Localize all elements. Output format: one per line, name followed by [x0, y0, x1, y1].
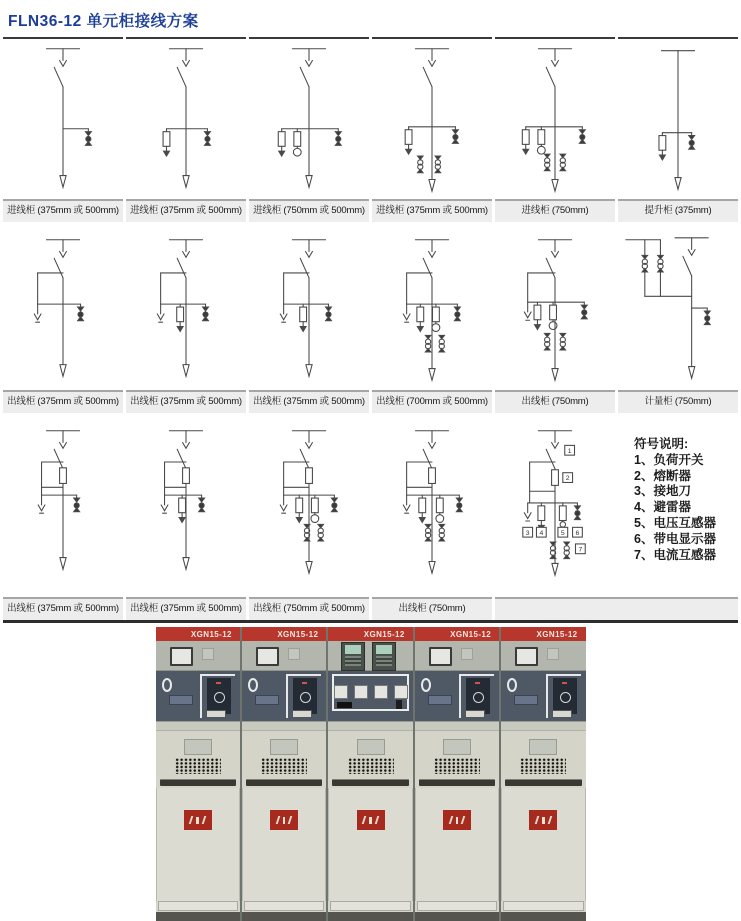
warning-sticker	[529, 810, 557, 830]
cabinet-nameplate	[501, 627, 585, 641]
exclamation-mark	[369, 817, 372, 824]
rating-plate	[357, 739, 385, 755]
diagram-svg	[126, 230, 246, 390]
meter-cutout	[461, 648, 473, 660]
control-panel	[328, 671, 412, 721]
diagram-svg	[372, 39, 492, 199]
cabinet-base	[242, 901, 326, 921]
base-rail	[330, 901, 410, 911]
operation-dial	[214, 692, 225, 703]
legend-title: 符号说明:	[634, 437, 689, 451]
base-rail	[158, 901, 238, 911]
meter-cutout	[288, 648, 300, 660]
svg-text:6: 6	[575, 529, 580, 537]
instrument-panel	[328, 641, 412, 671]
cabinet-base	[501, 901, 585, 921]
operation-subpanel	[207, 678, 231, 714]
wiring-diagram-in1	[3, 37, 123, 199]
cabinet-model-label: XGN15-12	[450, 629, 492, 639]
digital-meter	[372, 642, 396, 671]
wiring-diagram-out5	[495, 230, 615, 390]
legend-item: 4、避雷器	[634, 500, 691, 515]
lightning-mark	[362, 816, 367, 824]
lightning-mark	[448, 816, 453, 824]
panel-divider	[415, 721, 499, 731]
diagram-svg	[3, 39, 123, 199]
wiring-diagram-annotated	[495, 421, 615, 581]
lightning-mark	[202, 816, 207, 824]
diagram-svg	[249, 230, 369, 390]
cabinet-model-label: XGN15-12	[536, 629, 578, 639]
operation-subpanel	[466, 678, 490, 714]
cabinet-door	[242, 788, 326, 901]
operation-dial	[560, 692, 571, 703]
cabinet-label: 计量柜 (750mm)	[618, 390, 738, 413]
base-rail	[503, 901, 583, 911]
base-rail	[417, 901, 497, 911]
diagram-svg	[249, 39, 369, 199]
legend-item: 1、负荷开关	[634, 452, 704, 467]
analog-meter	[256, 647, 279, 666]
rating-plate	[529, 739, 557, 755]
lightning-mark	[189, 816, 194, 824]
control-panel	[501, 671, 585, 721]
exclamation-mark	[283, 817, 286, 824]
cabinet-label: 进线柜 (750mm)	[495, 199, 615, 222]
diagram-svg	[3, 421, 123, 581]
base-rail	[244, 901, 324, 911]
page-title: FLN36-12 单元柜接线方案	[8, 13, 199, 30]
diagram-svg	[126, 421, 246, 581]
base-plinth	[242, 912, 326, 921]
vent-grille	[261, 758, 307, 774]
legend-item: 5、电压互感器	[634, 515, 716, 530]
wiring-diagram-lift	[618, 37, 738, 199]
wiring-diagram-in4	[372, 37, 492, 199]
panel-divider	[501, 721, 585, 731]
meter-cutout	[202, 648, 214, 660]
cabinet-base	[415, 901, 499, 921]
diagram-svg	[495, 39, 615, 199]
indicator-mark	[302, 682, 307, 684]
label-row	[3, 199, 738, 222]
legend-item: 7、电流互感器	[634, 547, 716, 562]
operation-dial	[300, 692, 311, 703]
cabinet-nameplate	[328, 627, 412, 641]
lightning-mark	[547, 816, 552, 824]
switchgear-cabinet	[156, 627, 240, 921]
legend-item: 6、带电显示器	[634, 531, 716, 546]
diagram-svg	[3, 230, 123, 390]
diagram-row	[3, 421, 738, 597]
instrument-panel	[501, 641, 585, 671]
panel-divider	[328, 721, 412, 731]
warning-sticker	[357, 810, 385, 830]
wiring-diagram-o32	[126, 421, 246, 581]
warning-sticker	[184, 810, 212, 830]
cabinet-label: 出线柜 (375mm 或 500mm)	[126, 390, 246, 413]
mid-section	[328, 731, 412, 778]
mid-section	[501, 731, 585, 778]
legend-item: 2、熔断器	[634, 468, 691, 483]
switchgear-cabinet	[242, 627, 326, 921]
cabinet-nameplate	[156, 627, 240, 641]
indicator-mark	[216, 682, 221, 684]
cabinet-nameplate	[242, 627, 326, 641]
diagram-svg	[126, 39, 246, 199]
exclamation-mark	[456, 817, 459, 824]
operation-subpanel	[553, 678, 577, 714]
exclamation-mark	[542, 817, 545, 824]
label-row	[3, 597, 738, 620]
indicator-mark	[475, 682, 480, 684]
diagram-svg	[618, 230, 738, 390]
bottom-plate	[206, 710, 226, 718]
instrument-panel	[156, 641, 240, 671]
panel-divider	[156, 721, 240, 731]
door-handle-slot	[160, 779, 236, 786]
switchgear-cabinet	[501, 627, 585, 921]
cabinet-nameplate	[415, 627, 499, 641]
cabinet-label: 出线柜 (700mm 或 500mm)	[372, 390, 492, 413]
symbol-legend	[618, 421, 738, 597]
wiring-diagram-in3	[249, 37, 369, 199]
svg-text:1: 1	[567, 447, 572, 455]
door-handle-slot	[505, 779, 581, 786]
lightning-mark	[374, 816, 379, 824]
mid-section	[415, 731, 499, 778]
cabinet-label-empty	[495, 597, 738, 620]
analog-meter	[429, 647, 452, 666]
mid-section	[156, 731, 240, 778]
operation-dial	[473, 692, 484, 703]
rating-plate	[184, 739, 212, 755]
cabinet-label: 出线柜 (375mm 或 500mm)	[3, 597, 123, 620]
panel-gauge	[374, 685, 388, 699]
keyhole	[248, 678, 258, 692]
cabinet-door	[328, 788, 412, 901]
wiring-diagram-o34	[372, 421, 492, 581]
meter-screen	[345, 645, 361, 654]
label-block	[337, 702, 352, 708]
vent-grille	[348, 758, 394, 774]
cabinet-door	[501, 788, 585, 901]
svg-text:7: 7	[578, 546, 583, 554]
svg-text:3: 3	[525, 529, 530, 537]
diagram-svg	[249, 421, 369, 581]
vent-grille	[434, 758, 480, 774]
meter-readout	[345, 656, 361, 666]
wiring-diagram-in5	[495, 37, 615, 199]
diagram-row	[3, 37, 738, 199]
keyhole	[507, 678, 517, 692]
meter-screen	[376, 645, 392, 654]
door-handle-slot	[246, 779, 322, 786]
cabinet-label: 进线柜 (375mm 或 500mm)	[372, 199, 492, 222]
door-recess	[156, 778, 240, 788]
base-plinth	[501, 912, 585, 921]
name-plate	[255, 695, 279, 705]
control-panel	[415, 671, 499, 721]
cabinet-model-label: XGN15-12	[190, 629, 232, 639]
wiring-diagram-o31	[3, 421, 123, 581]
diagram-svg	[495, 230, 615, 390]
diagram-grid	[0, 37, 741, 620]
cabinet-door	[156, 788, 240, 901]
warning-sticker	[443, 810, 471, 830]
panel-gauge	[334, 685, 348, 699]
instrument-panel	[415, 641, 499, 671]
door-recess	[415, 778, 499, 788]
cabinet-base	[328, 901, 412, 921]
diagram-svg	[495, 421, 615, 581]
cabinet-base	[156, 901, 240, 921]
analog-meter	[515, 647, 538, 666]
name-plate	[169, 695, 193, 705]
lightning-mark	[276, 816, 281, 824]
cabinet-label: 出线柜 (750mm)	[372, 597, 492, 620]
diagram-svg	[372, 421, 492, 581]
svg-text:4: 4	[539, 529, 544, 537]
cabinet-label: 提升柜 (375mm)	[618, 199, 738, 222]
bottom-plate	[465, 710, 485, 718]
door-handle-slot	[332, 779, 408, 786]
cabinet-label: 进线柜 (750mm 或 500mm)	[249, 199, 369, 222]
base-plinth	[415, 912, 499, 921]
svg-text:5: 5	[560, 529, 565, 537]
cabinet-model-label: XGN15-12	[277, 629, 319, 639]
panel-gauge	[354, 685, 368, 699]
door-handle-slot	[419, 779, 495, 786]
cabinet-door	[415, 788, 499, 901]
wiring-diagram-out1	[3, 230, 123, 390]
name-plate	[514, 695, 538, 705]
door-recess	[242, 778, 326, 788]
lightning-mark	[288, 816, 293, 824]
lightning-mark	[461, 816, 466, 824]
cabinet-label: 进线柜 (375mm 或 500mm)	[126, 199, 246, 222]
digital-meter	[341, 642, 365, 671]
diagram-row	[3, 230, 738, 390]
operation-subpanel	[293, 678, 317, 714]
warning-sticker	[270, 810, 298, 830]
rating-plate	[443, 739, 471, 755]
wiring-diagram-meter	[618, 230, 738, 390]
legend-item: 3、接地刀	[634, 484, 691, 499]
exclamation-mark	[196, 817, 199, 824]
cabinet-label: 出线柜 (375mm 或 500mm)	[126, 597, 246, 620]
wiring-diagram-out2	[126, 230, 246, 390]
indicator-block	[396, 700, 402, 709]
rating-plate	[270, 739, 298, 755]
vent-grille	[175, 758, 221, 774]
cabinet-label: 进线柜 (375mm 或 500mm)	[3, 199, 123, 222]
instrument-panel	[242, 641, 326, 671]
wiring-diagram-in2	[126, 37, 246, 199]
wiring-diagram-out4	[372, 230, 492, 390]
base-plinth	[156, 912, 240, 921]
vent-grille	[520, 758, 566, 774]
cabinet-model-label: XGN15-12	[363, 629, 405, 639]
cabinet-label: 出线柜 (750mm 或 500mm)	[249, 597, 369, 620]
svg-text:2: 2	[565, 475, 570, 483]
label-row	[3, 390, 738, 413]
bottom-plate	[292, 710, 312, 718]
cabinet-label: 出线柜 (375mm 或 500mm)	[249, 390, 369, 413]
control-panel	[156, 671, 240, 721]
panel-divider	[242, 721, 326, 731]
gauge-row	[328, 685, 412, 699]
switchgear-cabinet	[415, 627, 499, 921]
switchgear-cabinet	[328, 627, 412, 921]
bottom-plate	[552, 710, 572, 718]
base-plinth	[328, 912, 412, 921]
keyhole	[421, 678, 431, 692]
meter-cutout	[547, 648, 559, 660]
diagram-svg	[372, 230, 492, 390]
lightning-mark	[535, 816, 540, 824]
meter-readout	[376, 656, 392, 666]
door-recess	[328, 778, 412, 788]
switchgear-photo	[156, 627, 586, 921]
analog-meter	[170, 647, 193, 666]
indicator-mark	[562, 682, 567, 684]
wiring-diagram-o33	[249, 421, 369, 581]
door-recess	[501, 778, 585, 788]
diagram-svg	[618, 39, 738, 199]
mid-section	[242, 731, 326, 778]
cabinet-label: 出线柜 (750mm)	[495, 390, 615, 413]
name-plate	[428, 695, 452, 705]
panel-gauge	[394, 685, 408, 699]
control-panel	[242, 671, 326, 721]
cabinet-label: 出线柜 (375mm 或 500mm)	[3, 390, 123, 413]
wiring-diagram-out3	[249, 230, 369, 390]
keyhole	[162, 678, 172, 692]
section-divider-line	[3, 620, 738, 623]
